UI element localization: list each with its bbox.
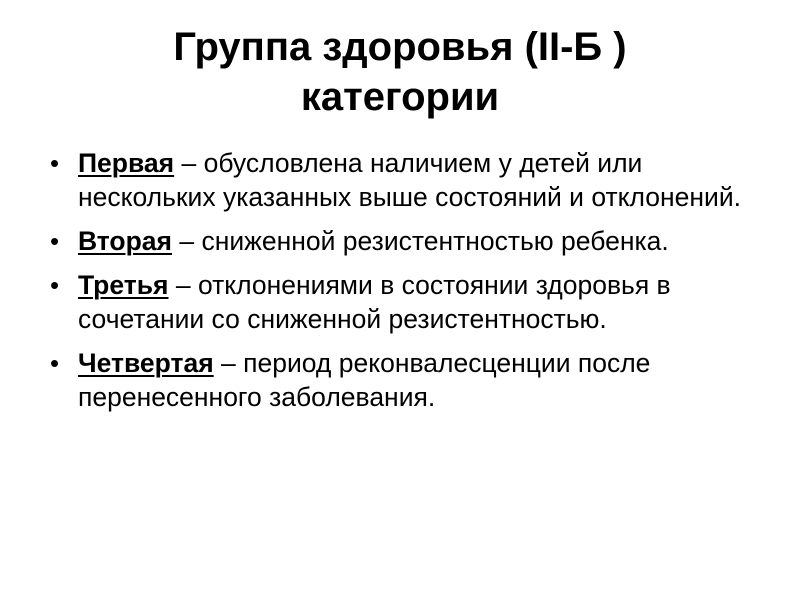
category-term: Третья <box>78 270 169 300</box>
category-term: Первая <box>78 148 175 178</box>
category-term: Четвертая <box>78 348 214 378</box>
category-description: – сниженной резистентностью ребенка. <box>172 226 669 256</box>
category-description: – отклонениями в состоянии здоровья в сочетании со сниженной резистентностью. <box>78 270 671 334</box>
category-list <box>48 146 768 424</box>
list-item-first <box>48 146 768 214</box>
category-description: – период реконвалесценции после перенесенного заболевания. <box>78 348 651 412</box>
slide-title-line-2: категории <box>300 75 500 119</box>
bullet-icon: • <box>50 148 60 178</box>
category-description: – обусловлена наличием у детей или нескольких указанных выше состояний и отклонений. <box>78 148 742 212</box>
list-item-third <box>48 268 768 336</box>
category-term: Вторая <box>78 226 172 256</box>
list-item-second <box>48 224 768 258</box>
bullet-icon: • <box>50 348 60 378</box>
slide-title-line-1: Группа здоровья (II-Б ) <box>173 25 627 69</box>
bullet-icon: • <box>50 270 60 300</box>
bullet-icon: • <box>50 226 60 256</box>
list-item-fourth <box>48 346 768 414</box>
slide-title <box>0 22 800 122</box>
